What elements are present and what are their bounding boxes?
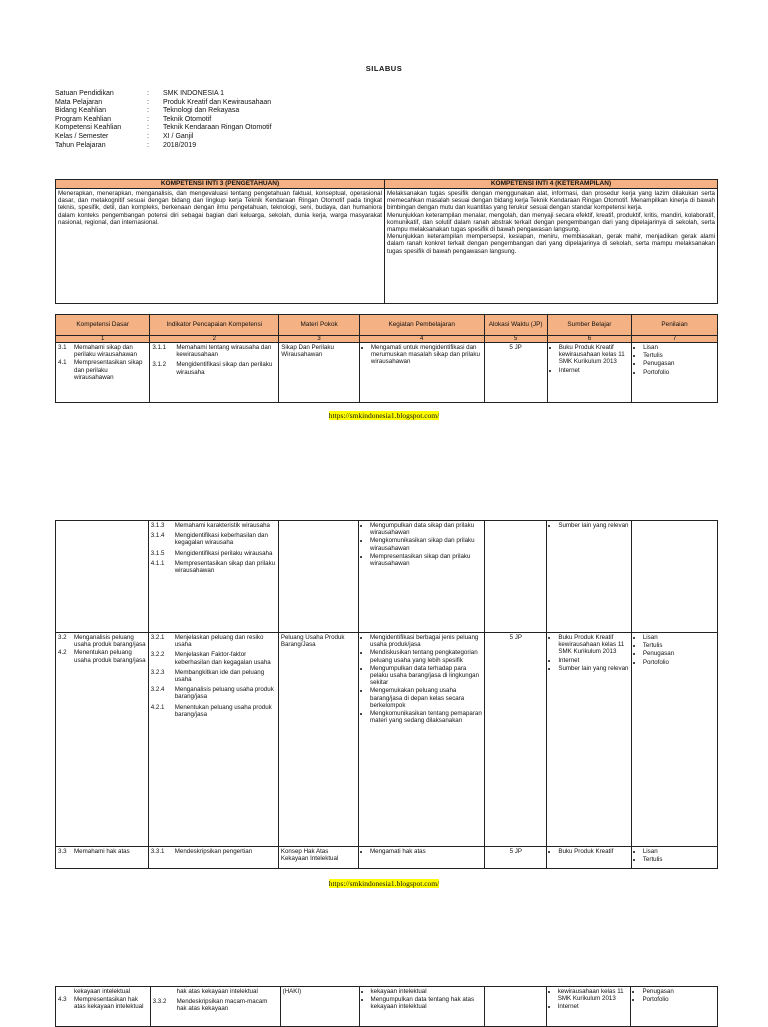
footer-url[interactable]: https://smkindonesia1.blogspot.com/ bbox=[328, 411, 440, 420]
kd-cell bbox=[56, 343, 150, 403]
list-item: • Lisan bbox=[643, 848, 715, 855]
assessment-cell bbox=[632, 343, 718, 403]
identity-row: Kelas / Semester : XI / Ganjil bbox=[55, 132, 194, 140]
number-row: 1 2 3 4 5 6 7 bbox=[56, 336, 718, 343]
activity-list bbox=[361, 848, 482, 855]
indicator-cell bbox=[148, 633, 278, 847]
source-cell bbox=[547, 847, 632, 869]
activity-cell bbox=[359, 633, 485, 847]
kd-item: 3.1 Memahami sikap dan perilaku wirausahawan bbox=[58, 344, 137, 359]
activity-list bbox=[362, 988, 482, 1011]
list-item: • kewirausahaan kelas 11 SMK Kurikulum 2013 bbox=[558, 988, 629, 1002]
column-header: Kegiatan Pembelajaran bbox=[359, 315, 484, 336]
list-item: • Mengidentifikasi berbagai jenis peluang usaha produk/jasa bbox=[370, 634, 482, 648]
list-item: • Portofolio bbox=[643, 369, 715, 376]
indicator-item: 3.3.2 Mendeskripsikan macam-macam hak atas kekayaan bbox=[152, 998, 268, 1013]
column-header: Indikator Pencapaian Kompetensi bbox=[150, 315, 279, 336]
identity-row: Tahun Pelajaran : 2018/2019 bbox=[55, 141, 197, 149]
list-item: • Internet bbox=[558, 657, 629, 664]
list-item: • Mengumpulkan data sikap dan prilaku wirausahawan bbox=[370, 522, 482, 536]
syllabus-table bbox=[55, 314, 718, 403]
list-item: • Tertulis bbox=[643, 642, 715, 649]
table-row bbox=[56, 987, 718, 1027]
time-cell: 5 JP bbox=[484, 343, 547, 403]
document-title: SILABUS bbox=[365, 64, 403, 73]
assessment-cell bbox=[631, 847, 717, 869]
list-item: • Mengumpulkan data terhadap para pelaku usaha barang/jasa di lingkungan sekitar bbox=[370, 665, 482, 687]
identity-row: Kompetensi Keahlian : Teknik Kendaraan Ringan Otomotif bbox=[55, 124, 272, 132]
list-item: • Internet bbox=[558, 1003, 629, 1010]
ki3-text: Menerapkan, menerapkan, menganalisis, dan mengevaluasi tentang pengetahuan faktual, konseptual, operasional dasar, dan metakognitif sesuai dengan bidang dan lingkup kerja Teknik Kendaraan Ringan Otomotif pada tingkat teknis, spesifik, detil, dan kompleks, berkenaan dengan ilmu pengetahuan, teknologi, seni, budaya, dan humaniora dalam konteks pengembangan potensi diri sebagai bagian dari keluarga, sekolah, dunia kerja, warga masyarakat nasional, regional, dan internasional. bbox=[56, 189, 385, 304]
list-item: • Penugasan bbox=[642, 988, 715, 995]
materi-cell: (HAKI) bbox=[280, 987, 359, 1027]
table-row bbox=[56, 847, 718, 869]
indicator-item: 3.2.1 Menjelaskan peluang dan resiko usaha bbox=[150, 634, 264, 649]
indicator-cell bbox=[150, 987, 280, 1027]
list-item: • Portofolio bbox=[642, 996, 715, 1003]
assessment-cell bbox=[631, 987, 718, 1027]
indicator-cell bbox=[148, 847, 278, 869]
activity-list bbox=[361, 522, 482, 567]
column-header: Penilaian bbox=[632, 315, 718, 336]
activity-cell bbox=[359, 987, 484, 1027]
time-cell: 5 JP bbox=[485, 633, 547, 847]
source-cell bbox=[547, 633, 632, 847]
time-cell bbox=[485, 521, 547, 633]
assessment-cell bbox=[631, 633, 717, 847]
list-item: • Sumber lain yang relevan bbox=[558, 522, 629, 529]
activity-cell bbox=[359, 521, 485, 633]
materi-cell: Peluang Usaha Produk Barang/Jasa bbox=[278, 633, 358, 847]
list-item: • Mengemukakan peluang usaha barang/jasa di depan kelas secara berkelompok bbox=[370, 687, 482, 709]
list-item: • Mengamati untuk mengidentifikasi dan merumuskan masalah sikap dan prilaku wirausahawan bbox=[371, 344, 482, 366]
indicator-item: 3.1.5 Mengidentifikasi perilaku wirausaha bbox=[150, 549, 273, 557]
indicator-item: 3.1.4 Mengidentifikasi keberhasilan dan kegagalan wirausaha bbox=[150, 532, 268, 547]
assessment-list bbox=[634, 344, 715, 376]
assessment-list bbox=[634, 634, 715, 666]
identity-row: Mata Pelajaran : Produk Kreatif dan Kewirausahaan bbox=[55, 98, 272, 106]
kd-cell bbox=[56, 987, 151, 1027]
indicator-item: 3.2.4 Menganalisis peluang usaha produk barang/jasa bbox=[150, 686, 274, 701]
time-cell bbox=[484, 987, 546, 1027]
kd-cell bbox=[56, 521, 149, 633]
materi-cell: Sikap Dan Perilaku Wirausahawan bbox=[279, 343, 360, 403]
source-cell bbox=[547, 343, 631, 403]
source-cell bbox=[546, 987, 631, 1027]
column-header: Alokasi Waktu (JP) bbox=[484, 315, 547, 336]
list-item: • Mengkomunikasikan tentang pemaparan materi yang sedang dilaksanakan bbox=[370, 710, 482, 724]
indicator-item: 3.1.3 Memahami karakteristik wirausaha bbox=[150, 522, 270, 529]
ki3-header: KOMPETENSI INTI 3 (PENGETAHUAN) bbox=[56, 180, 385, 189]
indicator-item: 3.2.3 Membangkitkan ide dan peluang usaha bbox=[150, 668, 265, 684]
header-row bbox=[56, 315, 718, 336]
core-competency-table bbox=[55, 179, 718, 304]
indicator-item: 3.1.1 Memahami tentang wirausaha dan kewirausahaan bbox=[152, 344, 272, 359]
indicator-cell bbox=[150, 343, 279, 403]
list-item: • Mempresentasikan sikap dan prilaku wirausahawan bbox=[370, 553, 482, 567]
column-header: Kompetensi Dasar bbox=[56, 315, 150, 336]
identity-block bbox=[55, 90, 272, 150]
syllabus-table-continued bbox=[55, 520, 718, 869]
kd-cell bbox=[56, 847, 149, 869]
list-item: • Penugasan bbox=[643, 650, 715, 657]
source-list bbox=[549, 634, 629, 672]
kd-cell bbox=[56, 633, 149, 847]
materi-cell: Konsep Hak Atas Kekayaan Intelektual bbox=[278, 847, 358, 869]
activity-list bbox=[362, 344, 482, 366]
source-list bbox=[549, 988, 629, 1011]
kd-item: 4.2 Menentukan peluang usaha produk barang/jasa bbox=[58, 649, 146, 664]
list-item: • Buku Produk Kreatif kewirausahaan kelas 11 SMK Kurikulum 2013 bbox=[558, 634, 629, 656]
kd-item: 4.1 Mempresentasikan sikap dan perilaku wirausahawan bbox=[58, 359, 143, 381]
identity-row: Satuan Pendidikan : SMK INDONESIA 1 bbox=[55, 90, 225, 97]
table-row bbox=[56, 343, 718, 403]
list-item: • Mengkomunikasikan sikap dan prilaku wirausahawan bbox=[370, 537, 482, 551]
list-item: • kekayaan intelektual bbox=[371, 988, 482, 995]
kd-item: 3.2 Menganalisis peluang usaha produk barang/jasa bbox=[58, 634, 146, 649]
source-list bbox=[549, 848, 629, 855]
column-header: Sumber Belajar bbox=[547, 315, 631, 336]
list-item: • Penugasan bbox=[643, 360, 715, 367]
source-list bbox=[549, 522, 629, 529]
list-item: • Sumber lain yang relevan bbox=[558, 665, 629, 672]
list-item: • Mengamati hak atas bbox=[370, 848, 482, 855]
activity-cell bbox=[359, 847, 485, 869]
activity-cell bbox=[359, 343, 484, 403]
activity-list bbox=[361, 634, 482, 724]
ki4-text: Melaksanakan tugas spesifik dengan menggunakan alat, informasi, dan prosedur kerja yang lazim dilakukan serta memecahkan masalah sesuai dengan bidang kerja Teknik Kendaraan Ringan Otomotif. Menampilkan kinerja di bawah bimbingan dengan mutu dan kuantitas yang terukur sesuai dengan standar kompetensi kerja. Menunjukkan keterampilan menalar, mengolah, dan menyaji secara efektif, kreatif, produktif, kritis, mandiri, kolaboratif, komunikatif, dan solutif dalam ranah abstrak terkait dengan pengembangan dari yang dipelajarinya di sekolah, serta mampu melaksanakan tugas spesifik di bawah pengawasan langsung. Menunjukkan keterampilan mempersepsi, kesiapan, meniru, membiasakan, gerak mahir, menjadikan gerak alami dalam ranah konkret terkait dengan pengembangan dari yang dipelajarinya di sekolah, serta mampu melaksanakan tugas spesifik di bawah pengawasan langsung. bbox=[385, 189, 718, 304]
syllabus-table-continued bbox=[55, 986, 718, 1027]
list-item: • Tertulis bbox=[643, 352, 715, 359]
kd-item: kekayaan intelektual bbox=[74, 988, 131, 995]
list-item: • Portofolio bbox=[643, 659, 715, 666]
kd-item: 4.3 Mempresentasikan hak atas kekayaan intelektual bbox=[58, 996, 144, 1011]
list-item: • Lisan bbox=[643, 634, 715, 641]
indicator-item: 3.1.2 Mengidentifikasi sikap dan perilaku wirausaha bbox=[152, 361, 273, 376]
ki4-header: KOMPETENSI INTI 4 (KETERAMPILAN) bbox=[385, 180, 718, 189]
identity-row: Program Keahlian : Teknik Otomotif bbox=[55, 115, 212, 123]
indicator-item: 3.3.1 Mendeskripsikan pengertian bbox=[150, 848, 253, 855]
time-cell: 5 JP bbox=[485, 847, 547, 869]
column-header: Materi Pokok bbox=[279, 315, 360, 336]
list-item: • Buku Produk Kreatif kewirausahaan kelas 11 SMK Kurikulum 2013 bbox=[559, 344, 629, 366]
indicator-cell bbox=[148, 521, 278, 633]
source-list bbox=[550, 344, 629, 374]
indicator-item: 4.2.1 Menentukan peluang usaha produk barang/jasa bbox=[150, 703, 272, 718]
indicator-item: 3.2.2 Menjelaskan Faktor-faktor keberhasilan dan kegagalan usaha bbox=[150, 651, 271, 666]
table-row bbox=[56, 633, 718, 847]
list-item: • Mendiskusikan tentang pengkategorian peluang usaha yang lebih spesifik bbox=[370, 649, 482, 663]
list-item: • Internet bbox=[559, 367, 629, 374]
list-item: • Buku Produk Kreatif bbox=[558, 848, 629, 855]
source-cell bbox=[547, 521, 632, 633]
indicator-item: 4.1.1 Mempresentasikan sikap dan prilaku wirausahawan bbox=[150, 559, 276, 575]
list-item: • Tertulis bbox=[643, 856, 715, 863]
assessment-list bbox=[633, 988, 715, 1003]
materi-cell bbox=[278, 521, 358, 633]
indicator-item: hak atas kekayaan intelektual bbox=[176, 988, 258, 995]
table-row bbox=[56, 521, 718, 633]
list-item: • Lisan bbox=[643, 344, 715, 351]
assessment-list bbox=[634, 848, 715, 863]
list-item: • Mengumpulkan data tentang hak atas kekayaan intelektual bbox=[371, 996, 482, 1010]
kd-item: 3.3 Memahami hak atas bbox=[58, 848, 130, 855]
assessment-cell bbox=[631, 521, 717, 633]
identity-row: Bidang Keahlian : Teknologi dan Rekayasa bbox=[55, 107, 240, 115]
footer-url[interactable]: https://smkindonesia1.blogspot.com/ bbox=[328, 879, 440, 888]
